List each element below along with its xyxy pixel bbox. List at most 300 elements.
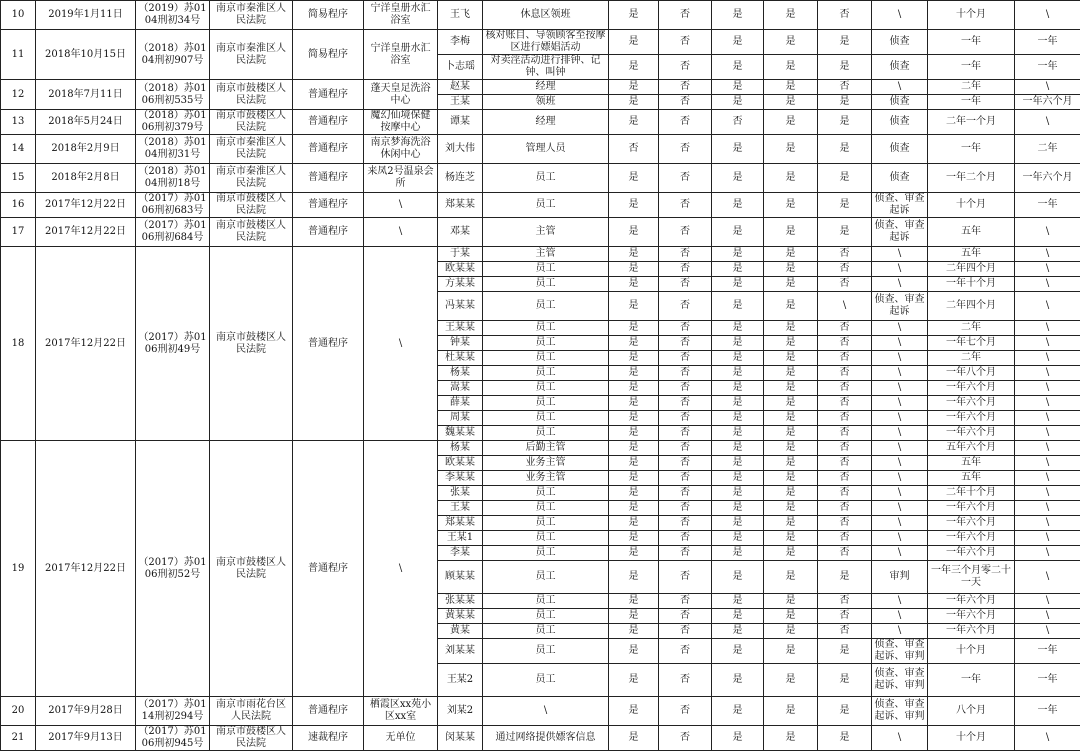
court-cell: 南京市雨花台区人民法院	[210, 697, 293, 726]
probation-cell: \	[1015, 426, 1080, 441]
flag-4-cell: 是	[764, 193, 818, 218]
court-cell: 南京市鼓楼区人民法院	[210, 726, 293, 751]
stage-cell: \	[872, 262, 928, 277]
probation-cell: 一年	[1015, 697, 1080, 726]
sentence-term-cell: 二年	[928, 351, 1015, 366]
flag-1-cell: 是	[609, 381, 659, 396]
case-number-cell: （2017）苏0106刑初52号	[136, 441, 210, 697]
flag-3-cell: 是	[712, 594, 764, 609]
defendant-name-cell: 李某	[438, 546, 483, 561]
case-number-cell: （2017）苏0106刑初683号	[136, 193, 210, 218]
stage-cell: 侦查、审查起诉	[872, 218, 928, 247]
flag-3-cell: 是	[712, 55, 764, 80]
case-no-cell: 13	[1, 110, 36, 135]
judgment-date-cell: 2018年2月9日	[36, 135, 136, 164]
role-cell: 经理	[483, 80, 609, 95]
judgment-date-cell: 2017年12月22日	[36, 441, 136, 697]
flag-1-cell: 是	[609, 164, 659, 193]
flag-4-cell: 是	[764, 164, 818, 193]
stage-cell: \	[872, 516, 928, 531]
stage-cell: \	[872, 321, 928, 336]
flag-2-cell: 否	[659, 193, 712, 218]
flag-5-cell: 是	[818, 697, 872, 726]
probation-cell: 一年	[1015, 55, 1080, 80]
flag-3-cell: 是	[712, 95, 764, 110]
stage-cell: \	[872, 471, 928, 486]
case-no-cell: 12	[1, 80, 36, 110]
flag-4-cell: 是	[764, 501, 818, 516]
stage-cell: 审判	[872, 561, 928, 594]
probation-cell: 一年	[1015, 193, 1080, 218]
flag-3-cell: 是	[712, 516, 764, 531]
role-cell: 员工	[483, 351, 609, 366]
flag-5-cell: 否	[818, 546, 872, 561]
flag-5-cell: 是	[818, 193, 872, 218]
probation-cell: \	[1015, 486, 1080, 501]
flag-5-cell: 否	[818, 1, 872, 30]
flag-3-cell: 是	[712, 411, 764, 426]
sentence-term-cell: 一年	[928, 95, 1015, 110]
sentence-term-cell: 一年	[928, 55, 1015, 80]
case-no-cell: 20	[1, 697, 36, 726]
role-cell: 对卖淫活动进行排钟、记钟、叫钟	[483, 55, 609, 80]
probation-cell: \	[1015, 546, 1080, 561]
sentence-term-cell: 一年六个月	[928, 624, 1015, 639]
flag-1-cell: 是	[609, 546, 659, 561]
defendant-name-cell: 钟某	[438, 336, 483, 351]
judgment-date-cell: 2017年12月22日	[36, 247, 136, 441]
flag-2-cell: 否	[659, 594, 712, 609]
stage-cell: \	[872, 609, 928, 624]
flag-5-cell: 否	[818, 277, 872, 292]
stage-cell: \	[872, 277, 928, 292]
defendant-name-cell: 欧某某	[438, 262, 483, 277]
defendant-name-cell: 嵩某	[438, 381, 483, 396]
stage-cell: \	[872, 381, 928, 396]
defendant-name-cell: 闵某某	[438, 726, 483, 751]
flag-3-cell: 是	[712, 351, 764, 366]
sentence-term-cell: 一年七个月	[928, 336, 1015, 351]
probation-cell: \	[1015, 80, 1080, 95]
flag-3-cell: 是	[712, 247, 764, 262]
flag-4-cell: 是	[764, 471, 818, 486]
flag-4-cell: 是	[764, 726, 818, 751]
flag-3-cell: 是	[712, 561, 764, 594]
flag-5-cell: 否	[818, 624, 872, 639]
stage-cell: \	[872, 426, 928, 441]
flag-1-cell: 是	[609, 55, 659, 80]
flag-2-cell: 否	[659, 441, 712, 456]
flag-1-cell: 是	[609, 30, 659, 55]
flag-3-cell: 是	[712, 135, 764, 164]
sentence-term-cell: 一年六个月	[928, 531, 1015, 546]
flag-4-cell: 是	[764, 441, 818, 456]
procedure-cell: 普通程序	[293, 164, 364, 193]
flag-4-cell: 是	[764, 321, 818, 336]
flag-3-cell: 是	[712, 426, 764, 441]
role-cell: 员工	[483, 366, 609, 381]
defendant-name-cell: 王飞	[438, 1, 483, 30]
flag-2-cell: 否	[659, 609, 712, 624]
flag-2-cell: 否	[659, 218, 712, 247]
flag-3-cell: 是	[712, 292, 764, 321]
court-cell: 南京市鼓楼区人民法院	[210, 110, 293, 135]
probation-cell: 一年六个月	[1015, 164, 1080, 193]
defendant-name-cell: 杨某	[438, 366, 483, 381]
flag-1-cell: 是	[609, 639, 659, 664]
probation-cell: \	[1015, 471, 1080, 486]
stage-cell: 侦查	[872, 30, 928, 55]
flag-1-cell: 是	[609, 193, 659, 218]
flag-2-cell: 否	[659, 396, 712, 411]
case-no-cell: 11	[1, 30, 36, 80]
venue-cell: \	[364, 193, 438, 218]
flag-1-cell: 是	[609, 561, 659, 594]
court-cell: 南京市鼓楼区人民法院	[210, 218, 293, 247]
stage-cell: \	[872, 624, 928, 639]
judgment-date-cell: 2019年1月11日	[36, 1, 136, 30]
flag-4-cell: 是	[764, 697, 818, 726]
sentence-term-cell: 一年三个月零二十一天	[928, 561, 1015, 594]
flag-3-cell: 是	[712, 366, 764, 381]
flag-5-cell: 否	[818, 486, 872, 501]
procedure-cell: 普通程序	[293, 135, 364, 164]
sentence-term-cell: 二年	[928, 80, 1015, 95]
defendant-name-cell: 魏某某	[438, 426, 483, 441]
stage-cell: 侦查	[872, 135, 928, 164]
flag-4-cell: 是	[764, 516, 818, 531]
table-row	[1, 80, 1080, 95]
venue-cell: 魔幻仙境保健按摩中心	[364, 110, 438, 135]
flag-4-cell: 是	[764, 531, 818, 546]
flag-4-cell: 是	[764, 639, 818, 664]
flag-1-cell: 是	[609, 95, 659, 110]
flag-5-cell: \	[818, 292, 872, 321]
defendant-name-cell: 郑某某	[438, 193, 483, 218]
role-cell: 员工	[483, 336, 609, 351]
flag-2-cell: 否	[659, 110, 712, 135]
flag-5-cell: 否	[818, 471, 872, 486]
flag-3-cell: 是	[712, 336, 764, 351]
flag-1-cell: 是	[609, 456, 659, 471]
flag-5-cell: 是	[818, 30, 872, 55]
probation-cell: \	[1015, 292, 1080, 321]
court-cell: 南京市秦淮区人民法院	[210, 164, 293, 193]
flag-4-cell: 是	[764, 624, 818, 639]
flag-3-cell: 是	[712, 546, 764, 561]
stage-cell: \	[872, 486, 928, 501]
flag-1-cell: 是	[609, 80, 659, 95]
role-cell: 业务主管	[483, 456, 609, 471]
role-cell: 员工	[483, 531, 609, 546]
flag-5-cell: 是	[818, 218, 872, 247]
flag-2-cell: 否	[659, 516, 712, 531]
case-number-cell: （2017）苏0106刑初945号	[136, 726, 210, 751]
flag-2-cell: 否	[659, 624, 712, 639]
sentence-term-cell: 一年六个月	[928, 396, 1015, 411]
sentence-term-cell: 五年	[928, 247, 1015, 262]
procedure-cell: 简易程序	[293, 1, 364, 30]
flag-4-cell: 是	[764, 1, 818, 30]
defendant-name-cell: 薛某	[438, 396, 483, 411]
stage-cell: \	[872, 456, 928, 471]
flag-1-cell: 是	[609, 531, 659, 546]
role-cell: 员工	[483, 546, 609, 561]
flag-2-cell: 否	[659, 55, 712, 80]
probation-cell: \	[1015, 110, 1080, 135]
flag-1-cell: 是	[609, 247, 659, 262]
role-cell: 员工	[483, 639, 609, 664]
flag-3-cell: 是	[712, 164, 764, 193]
judgment-date-cell: 2018年5月24日	[36, 110, 136, 135]
table-row	[1, 30, 1080, 55]
case-no-cell: 15	[1, 164, 36, 193]
defendant-name-cell: 黄某	[438, 624, 483, 639]
stage-cell: 侦查、审查起诉、审判	[872, 697, 928, 726]
flag-4-cell: 是	[764, 80, 818, 95]
venue-cell: 蓬天皇足洗浴中心	[364, 80, 438, 110]
flag-4-cell: 是	[764, 95, 818, 110]
sentence-term-cell: 一年六个月	[928, 501, 1015, 516]
defendant-name-cell: 冯某某	[438, 292, 483, 321]
flag-3-cell: 是	[712, 471, 764, 486]
case-number-cell: （2018）苏0104刑初907号	[136, 30, 210, 80]
judgment-date-cell: 2018年2月8日	[36, 164, 136, 193]
role-cell: 员工	[483, 193, 609, 218]
flag-3-cell: 是	[712, 486, 764, 501]
sentence-term-cell: 一年六个月	[928, 594, 1015, 609]
role-cell: 员工	[483, 609, 609, 624]
flag-3-cell: 是	[712, 531, 764, 546]
table-row	[1, 697, 1080, 726]
stage-cell: \	[872, 441, 928, 456]
flag-4-cell: 是	[764, 396, 818, 411]
flag-3-cell: 是	[712, 193, 764, 218]
flag-3-cell: 是	[712, 697, 764, 726]
flag-1-cell: 是	[609, 516, 659, 531]
sentence-term-cell: 一年	[928, 30, 1015, 55]
flag-1-cell: 是	[609, 321, 659, 336]
stage-cell: 侦查	[872, 95, 928, 110]
role-cell: 员工	[483, 411, 609, 426]
flag-3-cell: 是	[712, 609, 764, 624]
defendant-name-cell: 刘某某	[438, 639, 483, 664]
defendant-name-cell: 邓某	[438, 218, 483, 247]
role-cell: 员工	[483, 292, 609, 321]
defendant-name-cell: 杨连芝	[438, 164, 483, 193]
venue-cell: \	[364, 218, 438, 247]
defendant-name-cell: 张某	[438, 486, 483, 501]
role-cell: 业务主管	[483, 471, 609, 486]
flag-4-cell: 是	[764, 262, 818, 277]
flag-5-cell: 否	[818, 411, 872, 426]
procedure-cell: 速裁程序	[293, 726, 364, 751]
flag-5-cell: 否	[818, 594, 872, 609]
court-cell: 南京市鼓楼区人民法院	[210, 193, 293, 218]
probation-cell: \	[1015, 624, 1080, 639]
probation-cell: 二年	[1015, 135, 1080, 164]
flag-4-cell: 是	[764, 366, 818, 381]
sentence-term-cell: 一年六个月	[928, 426, 1015, 441]
flag-2-cell: 否	[659, 531, 712, 546]
flag-1-cell: 是	[609, 411, 659, 426]
flag-5-cell: 否	[818, 262, 872, 277]
stage-cell: 侦查、审查起诉	[872, 292, 928, 321]
flag-2-cell: 否	[659, 664, 712, 697]
flag-2-cell: 否	[659, 1, 712, 30]
flag-1-cell: 是	[609, 110, 659, 135]
sentence-term-cell: 一年六个月	[928, 546, 1015, 561]
sentence-term-cell: 一年	[928, 135, 1015, 164]
role-cell: 后勤主管	[483, 441, 609, 456]
flag-4-cell: 是	[764, 135, 818, 164]
flag-2-cell: 否	[659, 277, 712, 292]
sentence-term-cell: 十个月	[928, 726, 1015, 751]
venue-cell: 南京梦海洗浴休闲中心	[364, 135, 438, 164]
flag-4-cell: 是	[764, 456, 818, 471]
flag-1-cell: 是	[609, 351, 659, 366]
flag-4-cell: 是	[764, 609, 818, 624]
flag-5-cell: 否	[818, 396, 872, 411]
venue-cell: 宁洋皇册水汇浴室	[364, 1, 438, 30]
flag-1-cell: 是	[609, 486, 659, 501]
defendant-name-cell: 李某某	[438, 471, 483, 486]
flag-3-cell: 是	[712, 277, 764, 292]
table-row	[1, 441, 1080, 456]
table-row	[1, 1, 1080, 30]
flag-5-cell: 是	[818, 726, 872, 751]
defendant-name-cell: 方某某	[438, 277, 483, 292]
flag-4-cell: 是	[764, 247, 818, 262]
stage-cell: 侦查、审查起诉、审判	[872, 664, 928, 697]
probation-cell: \	[1015, 726, 1080, 751]
flag-5-cell: 是	[818, 95, 872, 110]
role-cell: 领班	[483, 95, 609, 110]
flag-1-cell: 是	[609, 366, 659, 381]
sentence-term-cell: 五年六个月	[928, 441, 1015, 456]
stage-cell: \	[872, 501, 928, 516]
flag-1-cell: 是	[609, 609, 659, 624]
procedure-cell: 普通程序	[293, 193, 364, 218]
court-cell: 南京市秦淮区人民法院	[210, 1, 293, 30]
flag-5-cell: 是	[818, 639, 872, 664]
probation-cell: \	[1015, 456, 1080, 471]
flag-2-cell: 否	[659, 366, 712, 381]
defendant-name-cell: 李梅	[438, 30, 483, 55]
case-number-cell: （2019）苏0104刑初34号	[136, 1, 210, 30]
case-no-cell: 21	[1, 726, 36, 751]
flag-5-cell: 否	[818, 426, 872, 441]
flag-4-cell: 是	[764, 561, 818, 594]
sentence-term-cell: 一年八个月	[928, 366, 1015, 381]
defendant-name-cell: 刘大伟	[438, 135, 483, 164]
stage-cell: \	[872, 247, 928, 262]
judgment-date-cell: 2017年12月22日	[36, 218, 136, 247]
defendant-name-cell: 王某	[438, 501, 483, 516]
flag-3-cell: 否	[712, 110, 764, 135]
probation-cell: \	[1015, 321, 1080, 336]
flag-5-cell: 是	[818, 110, 872, 135]
sentence-term-cell: 二年四个月	[928, 292, 1015, 321]
flag-3-cell: 是	[712, 456, 764, 471]
flag-1-cell: 是	[609, 501, 659, 516]
sentence-term-cell: 五年	[928, 456, 1015, 471]
sentence-term-cell: 一年六个月	[928, 609, 1015, 624]
case-no-cell: 17	[1, 218, 36, 247]
flag-3-cell: 是	[712, 80, 764, 95]
court-cell: 南京市秦淮区人民法院	[210, 135, 293, 164]
sentence-term-cell: 一年	[928, 664, 1015, 697]
role-cell: 员工	[483, 486, 609, 501]
flag-2-cell: 否	[659, 95, 712, 110]
flag-4-cell: 是	[764, 336, 818, 351]
probation-cell: \	[1015, 351, 1080, 366]
role-cell: 经理	[483, 110, 609, 135]
sentence-term-cell: 十个月	[928, 1, 1015, 30]
probation-cell: 一年	[1015, 639, 1080, 664]
sentence-term-cell: 八个月	[928, 697, 1015, 726]
flag-4-cell: 是	[764, 351, 818, 366]
probation-cell: \	[1015, 396, 1080, 411]
flag-1-cell: 是	[609, 1, 659, 30]
flag-1-cell: 是	[609, 441, 659, 456]
probation-cell: \	[1015, 247, 1080, 262]
flag-1-cell: 是	[609, 292, 659, 321]
flag-1-cell: 是	[609, 594, 659, 609]
sentence-term-cell: 一年六个月	[928, 516, 1015, 531]
judgment-date-cell: 2017年9月13日	[36, 726, 136, 751]
flag-2-cell: 否	[659, 456, 712, 471]
case-number-cell: （2018）苏0106刑初535号	[136, 80, 210, 110]
flag-2-cell: 否	[659, 726, 712, 751]
probation-cell: \	[1015, 277, 1080, 292]
flag-3-cell: 是	[712, 218, 764, 247]
venue-cell: 栖霞区xx苑小区xx室	[364, 697, 438, 726]
court-cell: 南京市秦淮区人民法院	[210, 30, 293, 80]
defendant-name-cell: 杜某某	[438, 351, 483, 366]
case-no-cell: 19	[1, 441, 36, 697]
case-no-cell: 10	[1, 1, 36, 30]
flag-4-cell: 是	[764, 110, 818, 135]
role-cell: 休息区领班	[483, 1, 609, 30]
flag-5-cell: 否	[818, 456, 872, 471]
stage-cell: 侦查	[872, 55, 928, 80]
venue-cell: 无单位	[364, 726, 438, 751]
probation-cell: 一年六个月	[1015, 95, 1080, 110]
stage-cell: 侦查、审查起诉、审判	[872, 639, 928, 664]
sentence-term-cell: 一年六个月	[928, 411, 1015, 426]
probation-cell: \	[1015, 561, 1080, 594]
sentence-term-cell: 二年一个月	[928, 110, 1015, 135]
flag-4-cell: 是	[764, 277, 818, 292]
stage-cell: 侦查	[872, 110, 928, 135]
probation-cell: 一年	[1015, 30, 1080, 55]
procedure-cell: 普通程序	[293, 110, 364, 135]
flag-1-cell: 是	[609, 426, 659, 441]
role-cell: 员工	[483, 594, 609, 609]
flag-3-cell: 是	[712, 381, 764, 396]
flag-1-cell: 是	[609, 471, 659, 486]
table-row	[1, 110, 1080, 135]
flag-2-cell: 否	[659, 426, 712, 441]
flag-5-cell: 否	[818, 247, 872, 262]
flag-4-cell: 是	[764, 546, 818, 561]
flag-5-cell: 否	[818, 321, 872, 336]
flag-4-cell: 是	[764, 426, 818, 441]
flag-5-cell: 是	[818, 561, 872, 594]
role-cell: 主管	[483, 247, 609, 262]
table-row	[1, 247, 1080, 262]
